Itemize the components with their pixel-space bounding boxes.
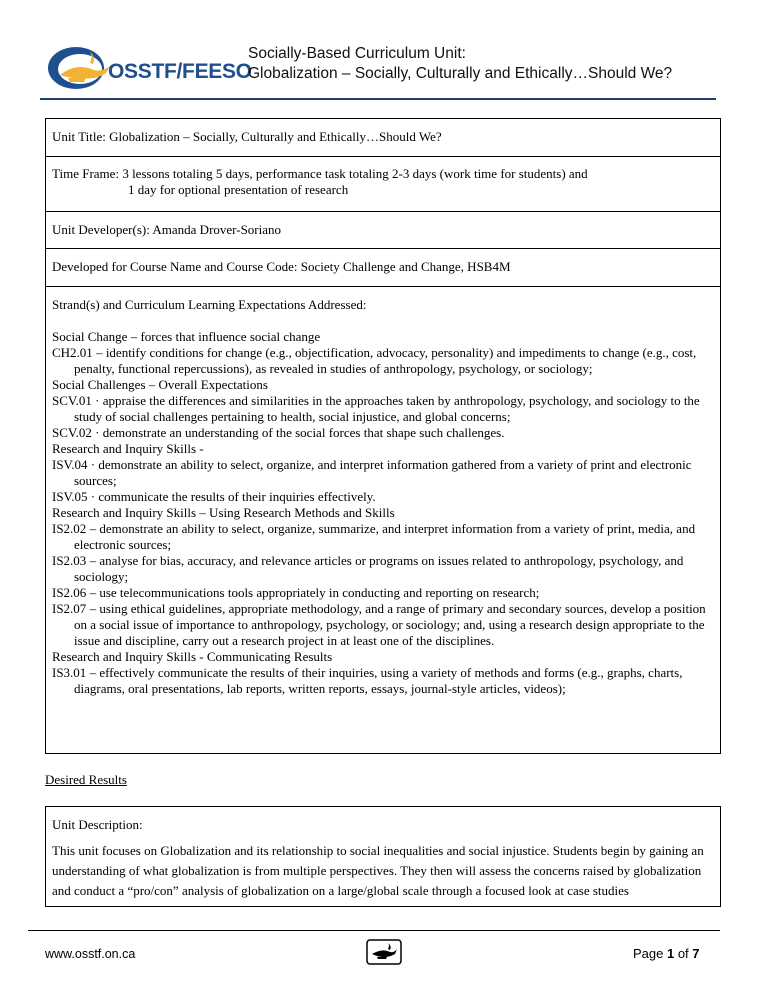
desired-results-heading: Desired Results: [45, 772, 127, 787]
time-frame-label: Time Frame:: [52, 166, 120, 181]
strand-heading: Research and Inquiry Skills -: [52, 441, 204, 456]
strands-row: [46, 287, 720, 705]
course-label: Developed for Course Name and Course Code:: [52, 259, 298, 274]
developer-value: Amanda Drover-Soriano: [152, 222, 282, 237]
expectation-code: IS2.06: [52, 585, 87, 600]
course-value: Society Challenge and Change, HSB4M: [300, 259, 511, 274]
osstf-logo: [46, 42, 268, 92]
footer-lamp-icon: [366, 939, 402, 965]
expectation-item: [52, 345, 712, 377]
expectation-code: SCV.01: [52, 393, 92, 408]
expectation-code: IS2.07: [52, 601, 87, 616]
expectation-item: [52, 457, 712, 489]
lamp-logo-icon: [46, 42, 116, 92]
expectation-text: · appraise the differences and similarities in the approaches taken by anthropology, psychology, and sociology to the study of social challenges pertaining to health, social injustice, and global concerns;: [74, 393, 700, 424]
page-prefix: Page: [633, 946, 667, 961]
time-frame-row: [46, 157, 720, 212]
unit-description-box: [45, 806, 721, 907]
expectation-item: [52, 553, 712, 585]
expectation-text: · demonstrate an understanding of the social forces that shape such challenges.: [91, 425, 505, 440]
expectation-item: [52, 393, 712, 425]
header-title-line2: Globalization – Socially, Culturally and Ethically…Should We?: [248, 65, 673, 82]
time-frame-value-line2: 1 day for optional presentation of research: [128, 182, 349, 197]
expectation-text: – demonstrate an ability to select, organize, summarize, and interpret information from a variety of print, media, and electronic sources;: [74, 521, 696, 552]
developer-label: Unit Developer(s):: [52, 222, 150, 237]
footer-url: www.osstf.on.ca: [45, 947, 136, 961]
unit-title-label: Unit Title:: [52, 129, 106, 144]
strands-list: [52, 329, 712, 697]
expectation-item: [52, 425, 712, 441]
page-header: [40, 38, 716, 98]
header-title: [248, 44, 672, 84]
expectation-code: SCV.02: [52, 425, 92, 440]
expectation-text: – use telecommunications tools appropriately in conducting and reporting on research;: [86, 585, 540, 600]
course-row: [46, 249, 720, 287]
page-of: of: [674, 946, 693, 961]
strand-heading: Social Change – forces that influence social change: [52, 329, 321, 344]
expectation-item: [52, 489, 712, 505]
expectation-code: ISV.05: [52, 489, 88, 504]
page-total: 7: [692, 946, 700, 961]
header-title-line1: Socially-Based Curriculum Unit:: [248, 45, 466, 62]
expectation-code: IS3.01: [52, 665, 87, 680]
expectation-item: [52, 521, 712, 553]
expectation-text: – analyse for bias, accuracy, and relevance articles or programs on issues related to anthropology, psychology, and sociology;: [74, 553, 684, 584]
developer-row: [46, 212, 720, 249]
unit-info-table: [45, 118, 721, 754]
expectation-text: · communicate the results of their inquiries effectively.: [87, 489, 376, 504]
expectation-code: ISV.04: [52, 457, 88, 472]
expectation-code: CH2.01: [52, 345, 93, 360]
unit-description-text: This unit focuses on Globalization and its relationship to social inequalities and social injustice. Students begin by gaining an understanding of what globalization is from multiple perspectives. They then will assess the concerns raised by globalization and conduct a “pro/con” analysis of globalization on a large/global scale through a focused look at case studies: [52, 843, 704, 898]
strands-label: Strand(s) and Curriculum Learning Expectations Addressed:: [52, 297, 367, 312]
unit-title-row: [46, 119, 720, 157]
expectation-code: IS2.02: [52, 521, 87, 536]
strand-heading: Research and Inquiry Skills - Communicating Results: [52, 649, 333, 664]
page-number: [633, 946, 700, 961]
header-divider: [40, 98, 716, 100]
unit-title-value: Globalization – Socially, Culturally and Ethically…Should We?: [109, 129, 442, 144]
expectation-item: [52, 601, 712, 649]
strand-heading: Research and Inquiry Skills – Using Research Methods and Skills: [52, 505, 395, 520]
time-frame-value-line1: 3 lessons totaling 5 days, performance task totaling 2-3 days (work time for students) and: [122, 166, 588, 181]
expectation-text: – effectively communicate the results of their inquiries, using a variety of methods and forms (e.g., graphs, charts, diagrams, oral presentations, lab reports, written reports, essays, journal-style articles, videos);: [74, 665, 683, 696]
expectation-text: – identify conditions for change (e.g., objectification, advocacy, personality) and impediments to change (e.g., cost, penalty, functional repercussions), as revealed in studies of anthropology, psychology, or sociology;: [74, 345, 697, 376]
page-current: 1: [666, 946, 675, 961]
unit-description-label: Unit Description:: [52, 817, 143, 832]
expectation-code: IS2.03: [52, 553, 87, 568]
expectation-item: [52, 585, 712, 601]
logo-text: OSSTF/FEESO: [108, 60, 252, 83]
strand-heading: Social Challenges – Overall Expectations: [52, 377, 268, 392]
expectation-item: [52, 665, 712, 697]
expectation-text: – using ethical guidelines, appropriate methodology, and a range of primary and secondary sources, develop a position on a social issue of importance to anthropology, psychology, or sociology; and, using a research design appropriate to the issue and discipline, carry out a research project in at least one of the disciplines.: [74, 601, 706, 648]
footer-divider: [28, 930, 720, 931]
expectation-text: · demonstrate an ability to select, organize, and interpret information gathered from a variety of print and electronic sources;: [74, 457, 692, 488]
